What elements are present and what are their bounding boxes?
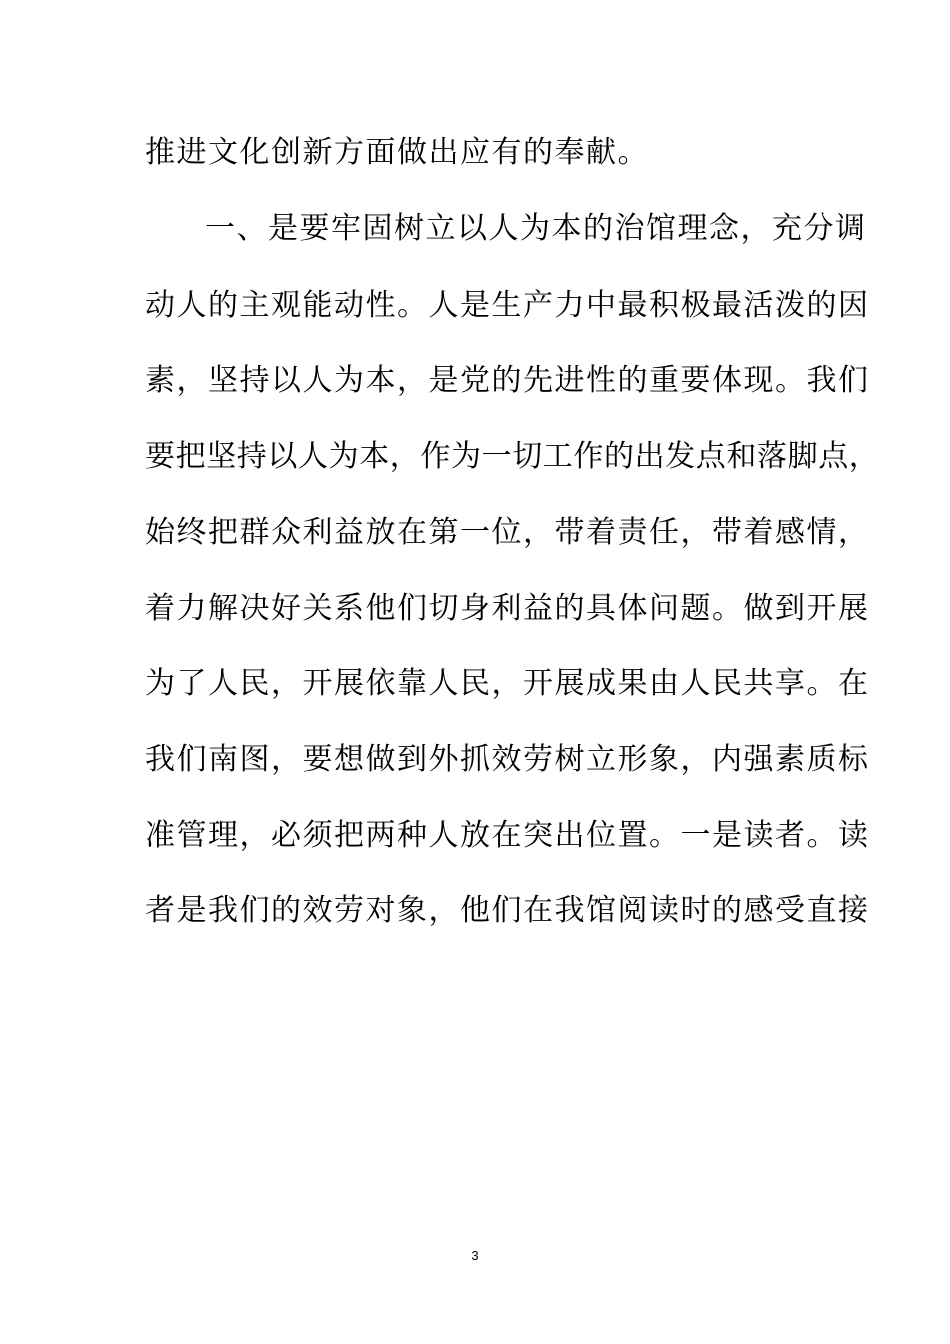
paragraph-line: 要把坚持以人为本，作为一切工作的出发点和落脚点， [145,439,880,474]
paragraph-line: 着力解决好关系他们切身利益的具体问题。做到开展 [145,591,870,626]
paragraph-line: 我们南图，要想做到外抓效劳树立形象，内强素质标 [145,742,870,777]
page-number: 3 [471,1248,479,1263]
paragraph-line: 准管理，必须把两种人放在突出位置。一是读者。读 [145,818,870,853]
paragraph-line: 者是我们的效劳对象，他们在我馆阅读时的感受直接 [145,893,870,928]
paragraph-line: 始终把群众利益放在第一位，带着责任，带着感情， [145,515,870,550]
paragraph-line: 一、是要牢固树立以人为本的治馆理念，充分调 [205,211,867,246]
paragraph-line: 素，坚持以人为本，是党的先进性的重要体现。我们 [145,363,870,398]
paragraph-line: 为了人民，开展依靠人民，开展成果由人民共享。在 [145,666,870,701]
paragraph-line: 推进文化创新方面做出应有的奉献。 [145,135,649,170]
paragraph-line: 动人的主观能动性。人是生产力中最积极最活泼的因 [145,288,870,323]
